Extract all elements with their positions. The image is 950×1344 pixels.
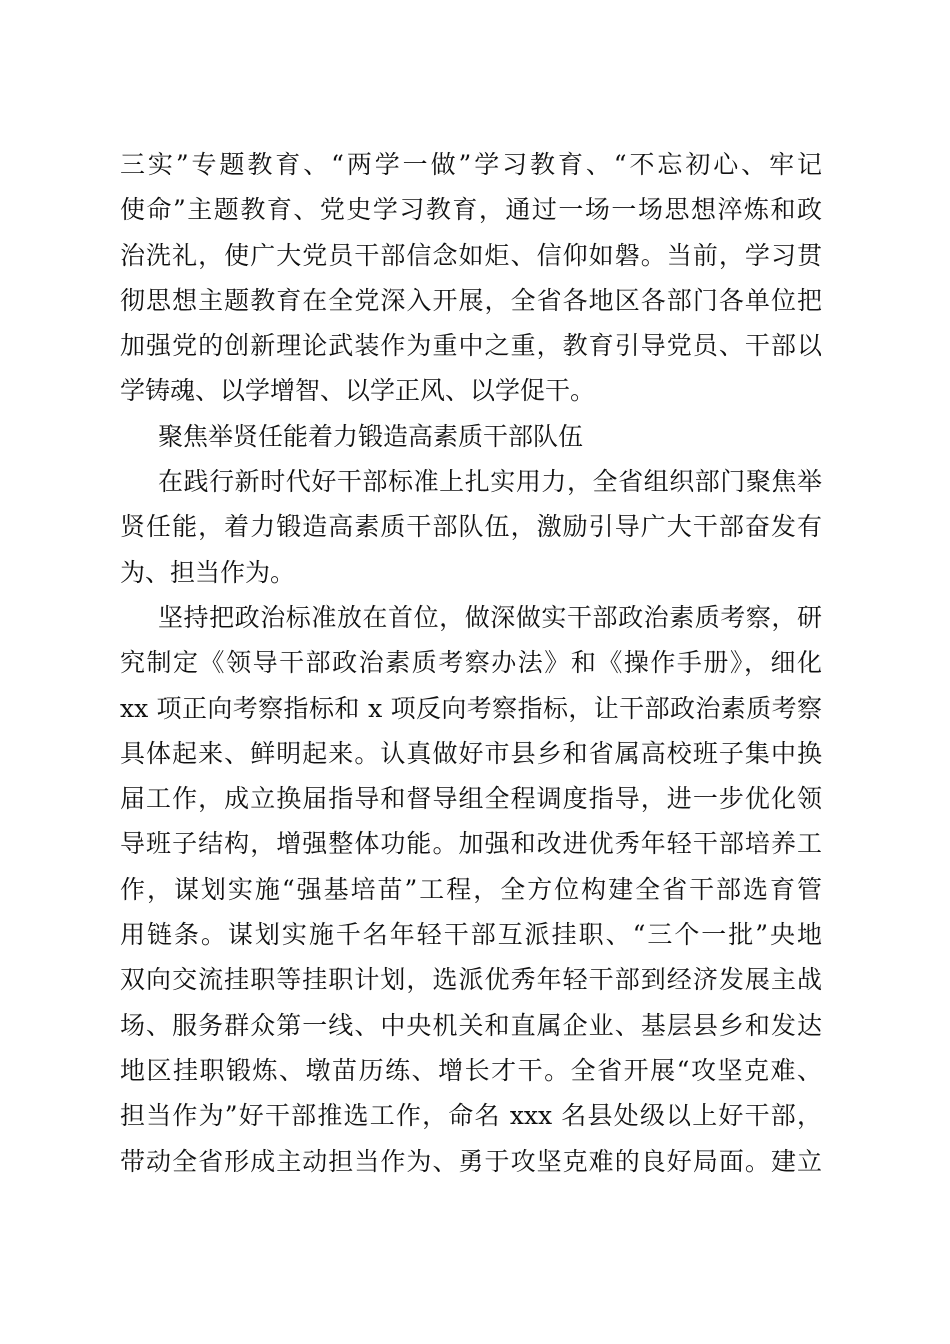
text-line: 加强党的创新理论武装作为重中之重，教育引导党员、干部以 (120, 331, 822, 361)
text-line: 届工作，成立换届指导和督导组全程调度指导，进一步优化领 (120, 784, 822, 814)
text-line: 聚焦举贤任能着力锻造高素质干部队伍 (158, 421, 584, 451)
paragraph-intro-continuation (120, 142, 822, 414)
text-line: 具体起来、鲜明起来。认真做好市县乡和省属高校班子集中换 (120, 738, 822, 768)
text-line: 贤任能，着力锻造高素质干部队伍，激励引导广大干部奋发有 (120, 512, 822, 542)
text-line: 彻思想主题教育在全党深入开展，全省各地区各部门各单位把 (120, 285, 822, 315)
text-line: 场、服务群众第一线、中央机关和直属企业、基层县乡和发达 (120, 1010, 822, 1040)
text-line: xx 项正向考察指标和 x 项反向考察指标，让干部政治素质考察 (120, 693, 822, 723)
text-line: 导班子结构，增强整体功能。加强和改进优秀年轻干部培养工 (120, 829, 822, 859)
text-line: 作，谋划实施“强基培苗”工程，全方位构建全省干部选育管 (120, 874, 822, 904)
text-line: 用链条。谋划实施千名年轻干部互派挂职、“三个一批”央地 (120, 920, 822, 950)
document-body (120, 142, 822, 1184)
text-line: 担当作为”好干部推选工作，命名 xxx 名县处级以上好干部， (120, 1101, 822, 1131)
text-line: 坚持把政治标准放在首位，做深做实干部政治素质考察，研 (158, 602, 822, 632)
text-line: 双向交流挂职等挂职计划，选派优秀年轻干部到经济发展主战 (120, 965, 822, 995)
text-line: 究制定《领导干部政治素质考察办法》和《操作手册》，细化 (120, 648, 822, 678)
text-line: 为、担当作为。 (120, 557, 296, 587)
paragraph-section-body (120, 595, 822, 1184)
text-line: 学铸魂、以学增智、以学正风、以学促干。 (120, 376, 596, 406)
paragraph-section-lead (120, 459, 822, 595)
text-line: 治洗礼，使广大党员干部信念如炬、信仰如磐。当前，学习贯 (120, 240, 822, 270)
text-line: 在践行新时代好干部标准上扎实用力，全省组织部门聚焦举 (158, 467, 822, 497)
text-line: 地区挂职锻炼、墩苗历练、增长才干。全省开展“攻坚克难、 (120, 1055, 822, 1085)
text-line: 使命”主题教育、党史学习教育，通过一场一场思想淬炼和政 (120, 195, 822, 225)
text-line: 带动全省形成主动担当作为、勇于攻坚克难的良好局面。建立 (120, 1146, 822, 1176)
paragraph-section-heading (120, 414, 822, 459)
text-line: 三实”专题教育、“两学一做”学习教育、“不忘初心、牢记 (120, 150, 822, 179)
